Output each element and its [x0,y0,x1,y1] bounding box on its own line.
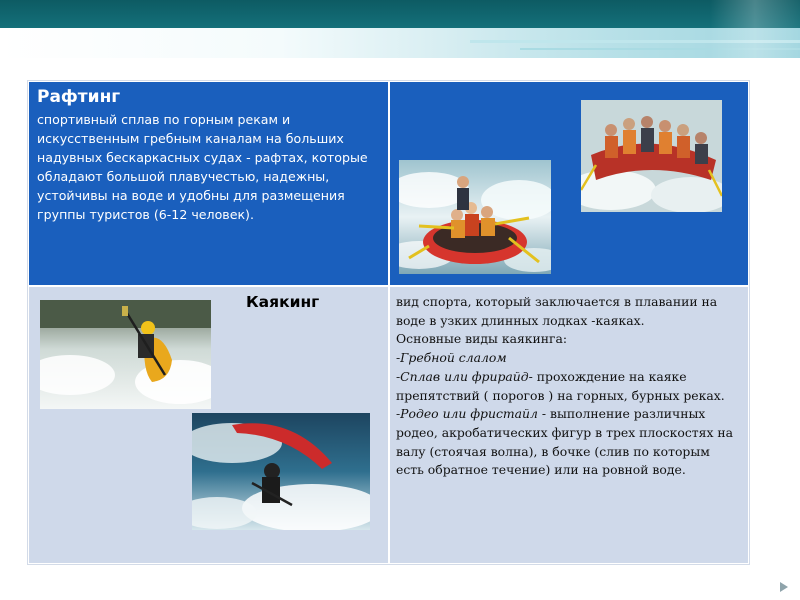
rafting-description: спортивный сплав по горным рекам и искусственным гребным каналам на больших надувных бескаркасных судах - рафтах, которые обладают большой плавучестью, надежны, устойчивы на воде и удобны для размещения группы туристов (6-12 человек). [37,112,368,222]
slide-corner-mark [780,582,788,592]
kayaking-type-item [396,368,741,405]
kayaking-description [396,293,741,480]
kayaking-type-item [396,405,741,480]
kayaking-type-name: -Сплав или фрирайд [396,368,529,384]
kayaking-title: Каякинг [246,293,320,311]
kayaking-photo-1 [40,300,211,409]
kayaking-types-heading: Основные виды каякинга: [396,331,568,347]
kayaking-intro: вид спорта, который заключается в плавании на воде в узких длинных лодках -каяках. [396,294,718,328]
kayaking-type-name: -Родео или фристайл [396,406,538,422]
rafting-photo-2 [581,100,722,212]
kayaking-type-name: -Гребной слалом [396,350,507,366]
header-bar [0,0,800,28]
header-shade [710,0,800,58]
kayaking-type-desc: - выполнение различных родео, акробатических фигур в трех плоскостях на валу (стоячая волна), в бочке (слив по которым есть обратное течение) или на ровной воде. [396,406,734,478]
header-band [0,28,800,58]
kayaking-type-desc: - прохождение на каяке препятствий ( порогов ) на горных, бурных реках. [396,368,725,403]
rafting-title: Рафтинг [37,87,121,107]
kayaking-photo-2 [192,413,370,530]
kayaking-type-item [396,349,741,368]
rafting-photo-1 [399,160,551,274]
